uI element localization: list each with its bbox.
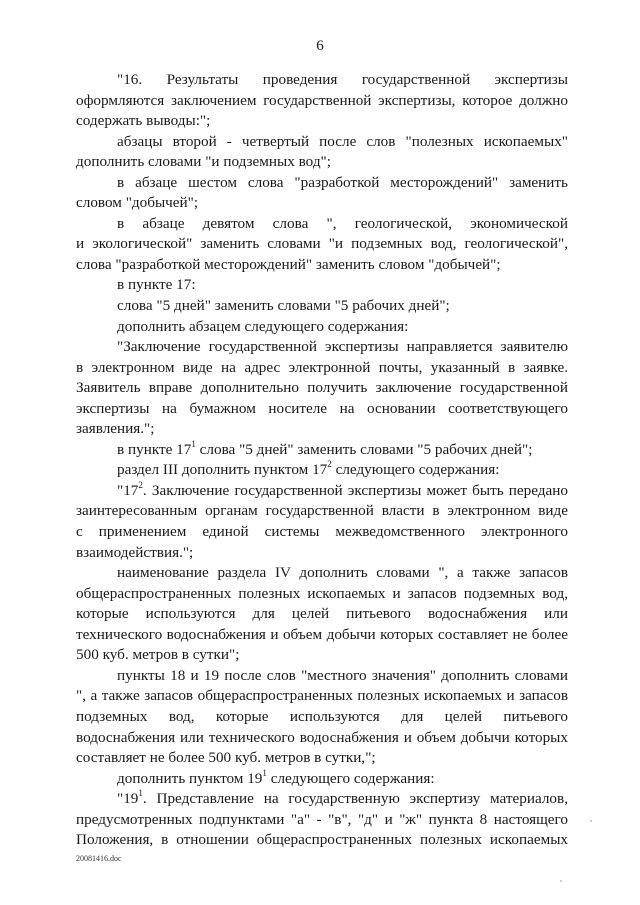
text-line: содержать выводы:"; — [76, 112, 211, 130]
text-segment: раздел III дополнить пунктом 17 — [117, 461, 328, 479]
text-line: "16. Результаты проведения государственной экспертизы — [117, 71, 568, 88]
text-line: 500 куб. метров в сутки"; — [76, 646, 240, 664]
text-segment: следующего содержания: — [266, 769, 435, 787]
text-line: в электронном виде на адрес электронной почты, указанный в заявке. — [76, 358, 568, 376]
text-line: в абзаце шестом слова "разработкой месторождений" заменить — [117, 173, 568, 191]
text-line: которые используются для целей питьевого водоснабжения или — [76, 605, 568, 623]
text-line: ", а также запасов общераспространенных полезных ископаемых и запасов — [76, 687, 568, 705]
text-line: наименование раздела IV дополнить словами ", а также запасов — [117, 564, 568, 582]
text-line — [76, 481, 568, 502]
text-segment: . Заключение государственной экспертизы может быть передано — [142, 481, 568, 499]
text-segment: в пункте 17 — [117, 440, 192, 458]
scan-speck — [590, 820, 592, 822]
text-line: составляет не более 500 куб. метров в сутки,"; — [76, 749, 376, 767]
text-line: дополнить абзацем следующего содержания: — [117, 317, 409, 335]
text-segment: следующего содержания: — [331, 461, 500, 479]
page-number: 6 — [316, 38, 324, 54]
text-line: в пункте 17: — [117, 276, 196, 294]
text-segment: "17 — [117, 481, 139, 499]
text-line: взаимодействия."; — [76, 543, 194, 561]
text-line: пункты 18 и 19 после слов "местного значения" дополнить словами — [117, 666, 568, 684]
text-line: оформляются заключением государственной экспертизы, которое должно — [76, 91, 568, 109]
superscript-index: 2 — [327, 459, 332, 470]
text-line — [76, 460, 568, 481]
text-line: и экологической" заменить словами "и подземных вод, геологической", — [76, 235, 568, 253]
text-line: подземных вод, которые используются для целей питьевого — [76, 707, 568, 725]
text-line — [76, 440, 568, 461]
text-segment: "19 — [117, 790, 139, 808]
text-line: экспертизы на бумажном носителе на основании соответствующего — [76, 399, 568, 417]
superscript-index: 1 — [191, 438, 196, 449]
text-line: предусмотренных подпунктами "а" - "в", "д" и "ж" пункта 8 настоящего — [76, 810, 568, 828]
text-line — [76, 769, 568, 790]
superscript-index: 1 — [138, 788, 143, 799]
scan-speck — [560, 880, 562, 882]
document-body — [76, 70, 568, 851]
superscript-index: 2 — [138, 479, 143, 490]
text-line: Положения, в отношении общераспространенных полезных ископаемых — [76, 831, 568, 849]
text-line: технического водоснабжения и объем добычи которых составляет не более — [76, 625, 568, 643]
text-line: с применением единой системы межведомственного электронного — [76, 523, 568, 541]
text-line: Заявитель вправе дополнительно получить заключение государственной — [76, 379, 568, 397]
text-line: общераспространенных полезных ископаемых и запасов подземных вод, — [76, 584, 568, 602]
text-line: водоснабжения или технического водоснабжения и объем добычи которых — [76, 728, 568, 746]
text-line: заинтересованным органам государственной власти в электронном виде — [76, 502, 568, 520]
superscript-index: 1 — [262, 767, 267, 778]
text-segment: дополнить пунктом 19 — [117, 769, 263, 787]
text-line: абзацы второй - четвертый после слов "полезных ископаемых" — [117, 132, 568, 150]
text-line — [76, 789, 568, 810]
text-line: слова "разработкой месторождений" заменить словом "добычей"; — [76, 255, 501, 273]
text-line: заявления."; — [76, 420, 155, 438]
text-line: словом "добычей"; — [76, 194, 199, 212]
text-line: в абзаце девятом слова ", геологической, экономической — [117, 214, 568, 232]
text-segment: . Представление на государственную экспертизу материалов, — [142, 790, 568, 808]
file-name-footer: 20081416.doc — [76, 854, 122, 863]
text-line: слова "5 дней" заменить словами "5 рабочих дней"; — [117, 297, 450, 315]
text-segment: слова "5 дней" заменить словами "5 рабочих дней"; — [195, 440, 533, 458]
text-line: "Заключение государственной экспертизы направляется заявителю — [117, 338, 568, 356]
text-line: дополнить словами "и подземных вод"; — [76, 153, 331, 171]
